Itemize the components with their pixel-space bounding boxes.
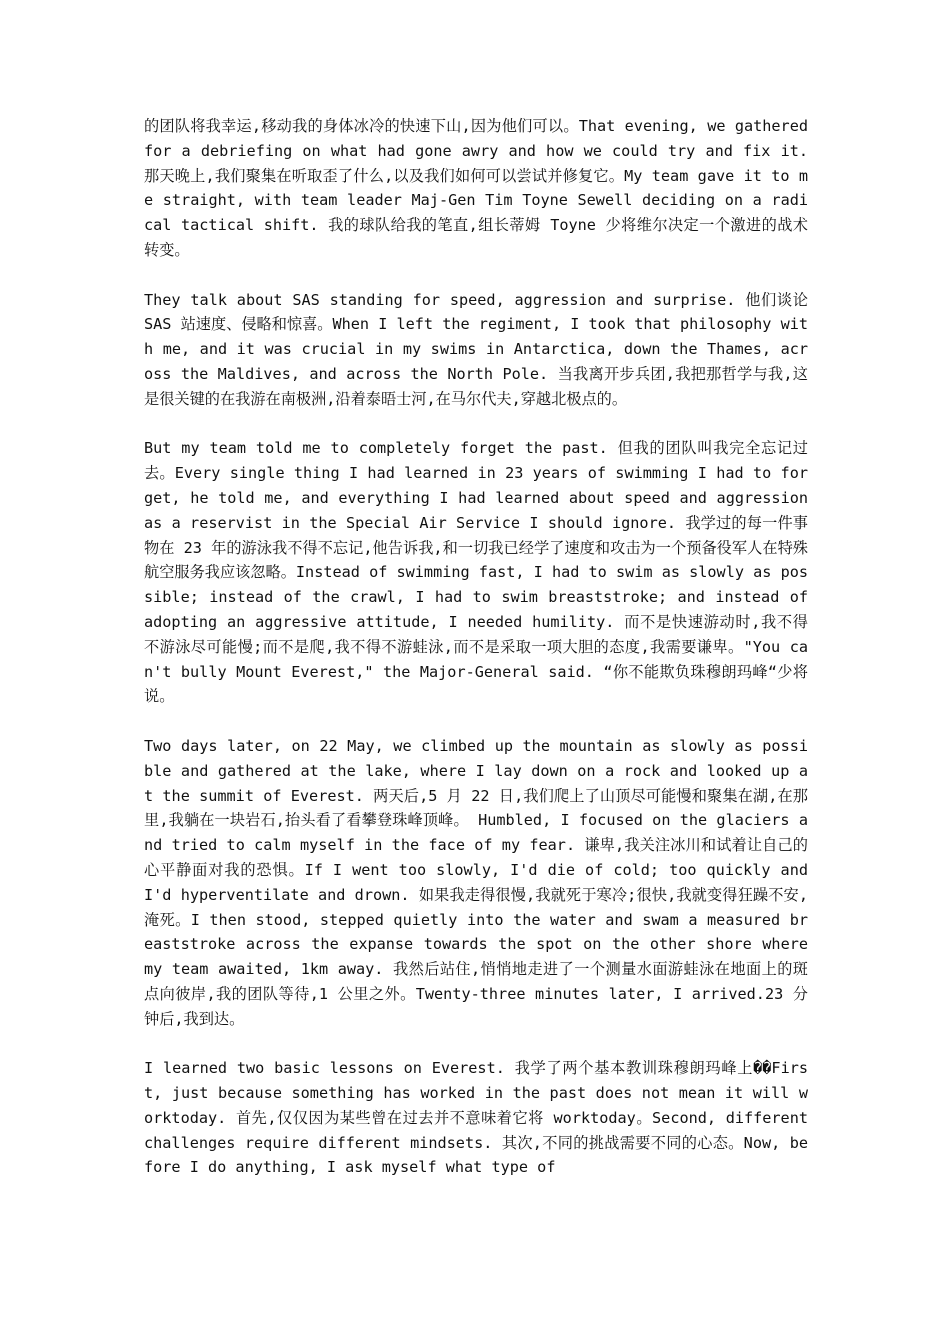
paragraph-team-debriefing: 的团队将我幸运,移动我的身体冰冷的快速下山,因为他们可以。That evening, we gathered for a debriefing on what had gone awry and how we could try and fix it. 那天晚上,我们聚集在听取歪了什么,以及我们如何可以尝试并修复它。My team gave it to me straight, with team leader Maj-Gen Tim Toyne Sewell deciding on a radical tactical shift. 我的球队给我的笔直,组长蒂姆 Toyne 少将维尔决定一个激进的战术转变。 [144, 117, 808, 259]
paragraph-everest-swim: Two days later, on 22 May, we climbed up the mountain as slowly as possible and gathered at the lake, where I lay down on a rock and looked up at the summit of Everest. 两天后,5 月 22 日,我们爬上了山顶尽可能慢和聚集在湖,在那里,我躺在一块岩石,抬头看了看攀登珠峰顶峰。 Humbled, I focused on the glaciers and tried to calm myself in the face of my fear. 谦卑,我关注冰川和试着让自己的心平静面对我的恐惧。If I went too slowly, I'd die of cold; too quickly and I'd hyperventilate and drown. 如果我走得很慢,我就死于寒冷;很快,我就变得狂躁不安,淹死。I then stood, stepped quietly into the water and swam a measured breaststroke across the expanse towards the spot on the other shore where my team awaited, 1km away. 我然后站住,悄悄地走进了一个测量水面游蛙泳在地面上的斑点向彼岸,我的团队等待,1 公里之外。Twenty-three minutes later, I arrived.23 分钟后,我到达。 [144, 736, 808, 1028]
paragraph-two-lessons: I learned two basic lessons on Everest. 我学了两个基本教训珠穆朗玛峰上��First, just because something has worked in the past does not mean it will worktoday. 首先,仅仅因为某些曾在过去并不意味着它将 worktoday。Second, different challenges require different mindsets. 其次,不同的挑战需要不同的心态。Now, before I do anything, I ask myself what type of [144, 1059, 808, 1177]
paragraph-sas-philosophy: They talk about SAS standing for speed, aggression and surprise. 他们谈论 SAS 站速度、侵略和惊喜。When I left the regiment, I took that philosophy with me, and it was crucial in my swims in Antarctica, down the Thames, across the Maldives, and across the North Pole. 当我离开步兵团,我把那哲学与我,这是很关键的在我游在南极洲,沿着泰晤士河,在马尔代夫,穿越北极点的。 [144, 290, 808, 408]
paragraph-forget-the-past: But my team told me to completely forget the past. 但我的团队叫我完全忘记过去。Every single thing I had learned in 23 years of swimming I had to forget, he told me, and everything I had learned about speed and aggression as a reservist in the Special Air Service I should ignore. 我学过的每一件事物在 23 年的游泳我不得不忘记,他告诉我,和一切我已经学了速度和攻击为一个预备役军人在特殊航空服务我应该忽略。Instead of swimming fast, I had to swim as slowly as possible; instead of the crawl, I had to swim breaststroke; and instead of adopting an aggressive attitude, I needed humility. 而不是快速游动时,我不得不游泳尽可能慢;而不是爬,我不得不游蛙泳,而不是采取一项大胆的态度,我需要谦卑。"You can't bully Mount Everest," the Major-General said. “你不能欺负珠穆朗玛峰“少将说。 [144, 439, 808, 706]
document-body [144, 114, 808, 1205]
